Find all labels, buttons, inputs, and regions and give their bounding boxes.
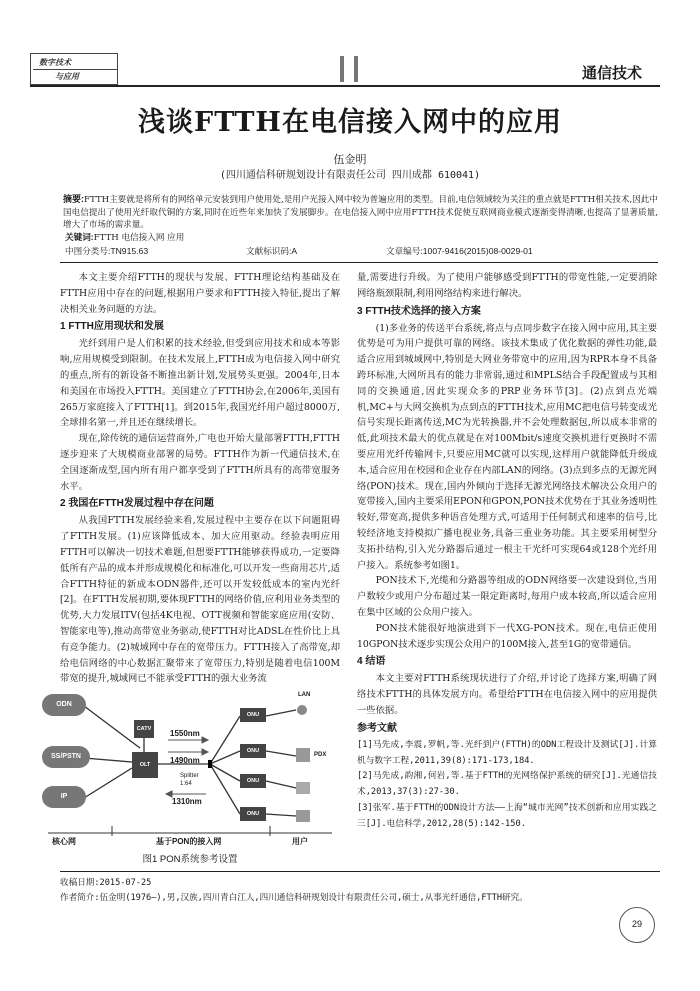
section-heading-2: 2 我国在FTTH发展过程中存在问题 [60, 498, 214, 510]
user-label: 用户 [292, 837, 308, 846]
catv-box: CATV [134, 720, 154, 738]
header-bar-2 [354, 56, 358, 82]
intro-paragraph: 本文主要介绍FTTH的现状与发展、FTTH理论结构基础及在FTTH应用中存在的问题,根据用户要求和FTTH接入特征,提出了解决相关业务问题的方法。 [60, 272, 340, 315]
core-network-label: 核心网 [52, 837, 76, 846]
document-code: 文献标识码:A [246, 246, 298, 256]
wavelength-1550: 1550nm [170, 729, 200, 738]
paragraph: 本文主要对FTTH系统现状进行了介绍,并讨论了选择方案,明确了网络技术FTTH的具体发展方向。希望给FTTH在电信接入网中的应用提供一些依据。 [357, 673, 657, 716]
lan-label: LAN [298, 692, 311, 698]
olt-box: OLT [132, 752, 158, 778]
reference-item: [2]马先成,韵湘,何岩,等.基于FTTH的光网络保护系统的研究[J].光通信技术,2013,37(3):27-30. [357, 771, 657, 798]
reference-item: [1]马先成,李震,罗帆,等.光纤到户(FTTH)的ODN工程设计及测试[J].计算机与数字工程,2011,39(8):171-173,184. [357, 739, 657, 766]
paragraph: PON技术能很好地演进到下一代XG-PON技术。现在,电信正使用10GPON技术逐步实现公众用户的100M接入,甚至1G的宽带通信。 [357, 622, 657, 650]
author-bio: 作者简介:伍金明(1976—),男,汉族,四川青白江人,四川通信科研规划设计有限责任公司,硕士,从事光纤通信,FTTH研究。 [60, 893, 528, 903]
header-rule [30, 85, 660, 87]
right-column [357, 270, 657, 833]
keywords-label: 关键词: [65, 232, 94, 242]
reference-item: [3]张军.基于FTTH的ODN设计方法——上海“城市光网”技术创新和应用实践之三[J].电信科学,2012,28(5):142-150. [357, 802, 657, 829]
logo-line1: 数字技术 [39, 57, 71, 67]
received-date: 收稿日期:2015-07-25 [60, 878, 152, 888]
footer-rule [60, 871, 660, 872]
section-heading-3: 3 FTTH技术选择的接入方案 [357, 305, 481, 317]
pon-access-label: 基于PON的接入网 [156, 837, 222, 846]
abstract-text: FTTH主要就是将所有的网络单元安装到用户使用处,是用户光接入网中较为普遍应用的类型。目前,电信领域较为关注的重点就是FTTH相关技术,因此中国电信提出了使用光纤取代铜的方案,同时在近些年来加快了发展脚步。在电信接入网中应用FTTH技术促使互联网商业模式逐渐变得清晰,也提高了显著质量,增大了市场的需求量。 [63, 195, 658, 230]
ss-pstn-cloud: SS/PSTN [42, 746, 90, 768]
logo-line2: 与应用 [55, 71, 79, 81]
paragraph: 量,需要进行升级。为了使用户能够感受到FTTH的带宽性能,一定要消除网络瓶颈限制,利用网络结构来进行解决。 [357, 272, 657, 299]
onu-box: ONU [240, 744, 266, 758]
paragraph: (1)多业务的传送平台系统,将点与点同步数字在接入网中应用,其主要优势是可为用户提供可靠的网络。该技术集成了优化数据的弹性功能,最适合应用到城域网中,特别是大网业务带宽中的应用,因为RPR本身不具备跨环标准,大网所具有的能力非常弱,通过和MPLS结合手段配置成与其相同的交换通道,因此实现众多的PRP业务环节[3]。(2)点到点光端机,MC+与大网交换机为点到点的FTTH技术,应用MC把电信号转变成光信号实现长距离传送,MC为光转换器,并不会处理数据包,所以成本非常的低,此项技术最大的优点就是在对100Mbit/s速度交换机进行更换时不需要应用光纤传输网卡,只要应用MC就可以实现,这样用户就能降低升级成本,适合应用在校园和企业存在内部LAN的网络。(3)点到多点的无源光网络(PON)技术。现在,国内外倾向于选择无源光网络技术解决公众用户的宽带接入,国内主要采用EPON和GPON,PON技术优势在于其业务透明性较好,带宽高,提供多种语音处理方式,可适用于任何制式和速率的信号,比较经济地支持模拟广播电视业务,具备三重业务功能。其主要采用树型分支拓扑结构,引入光分路器后通过一根主干光纤可实现64或128个光纤用户接入。系统参考如图1。 [357, 322, 657, 571]
paragraph: 现在,除传统的通信运营商外,广电也开始大量部署FTTH,FTTH逐步迎来了大规模商业部署的局势。FTTH作为新一代通信技术,在全国逐渐成型,国内所有用户都享受到了FTTH所具有的高带宽服务水平。 [60, 433, 340, 492]
left-column [60, 270, 340, 687]
pon-figure [40, 686, 340, 848]
pon-diagram-lines [40, 686, 340, 848]
references-heading: 参考文献 [357, 722, 397, 734]
ip-cloud: IP [42, 786, 86, 808]
author: 伍金明 [333, 153, 367, 166]
section-heading-1: 1 FTTH应用现状和发展 [60, 321, 164, 333]
keywords-text: FTTH 电信接入网 应用 [93, 233, 185, 243]
pdx-label: PDX [314, 752, 327, 758]
onu-box: ONU [240, 774, 266, 788]
section-name: 通信技术 [582, 65, 643, 82]
affiliation: (四川通信科研规划设计有限责任公司 四川成都 610041) [219, 170, 481, 181]
wavelength-1310: 1310nm [172, 797, 202, 806]
section-heading-4: 4 结语 [357, 656, 386, 668]
onu-box: ONU [240, 807, 266, 821]
onu-box: ONU [240, 708, 266, 722]
header-bar-1 [340, 56, 344, 82]
clc-number: 中图分类号:TN915.63 [65, 246, 149, 256]
journal-logo [30, 53, 118, 85]
paragraph: PON技术下,光缆和分路器等组成的ODN网络要一次建设到位,当用户数较少或用户分布超过某一限定距离时,每用户成本较高,所以适合应用在集中区域的公众用户接入。 [357, 575, 657, 618]
paragraph: 从我国FTTH发展经验来看,发展过程中主要存在以下问题阻碍了FTTH发展。(1)应该降低成本、加大应用驱动。经验表明应用FTTH可以解决一切技术难题,但想要FTTH能够获得成功,一定要降低所有产品的成本并形成规模化和标准化,可以开发一些商用芯片,适合FTTH特征的新成本ODN器件,还可以开发较低成本的室内光纤[2]。在FTTH发展初期,要体现FTTH的网络价值,应利用业务类型的优势,大力发展ITV(包括4K电视、OTT视频和智能家庭应用(安防、智能家电等),推动高带宽业务驱动,使FTTH对比ADSL在性价比上具有竞争能力。(2)城域网中存在的宽带压力。FTTH接入了高带宽,却给电信网络的中心数据汇聚带来了宽带压力,特别是随着电信100M带宽的提升,城域网已不能承受FTTH的强大业务流 [60, 515, 340, 685]
paragraph: 光纤到用户是人们积累的技术经验,但受到应用技术和成本等影响,应用规模受到限制。在技术发展上,FTTH成为电信接入网中研究的重点,所有的新设备不断推出新计划,发展势头更强。2004年,日本和美国在市场投入FTTH。美国建立了FTTH协会,在2006年,美国有265万家庭接入了FTTH[1]。到2015年,我国光纤用户超过8000万,全球排名第一,并且还在继续增长。 [60, 338, 340, 429]
odn-cloud: ODN [42, 694, 86, 716]
abstract [63, 193, 658, 232]
wavelength-1490: 1490nm [170, 756, 200, 765]
page-number: 29 [619, 907, 655, 943]
article-title: 浅谈FTTH在电信接入网中的应用 [138, 107, 562, 138]
figure-caption: 图1 PON系统参考设置 [142, 854, 238, 865]
splitter-label: Splitter 1:64 [180, 773, 199, 787]
abstract-rule [60, 262, 658, 263]
keywords [65, 231, 184, 243]
abstract-label: 摘要: [63, 194, 84, 204]
article-number: 文章编号:1007-9416(2015)08-0029-01 [386, 246, 533, 256]
